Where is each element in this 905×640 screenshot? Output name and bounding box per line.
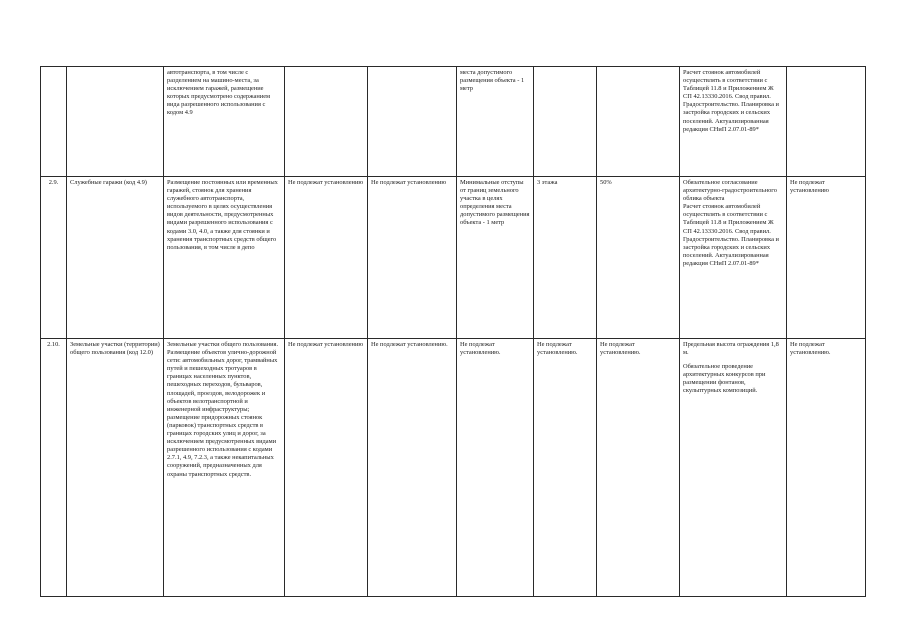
restrictions-cell [787, 67, 866, 177]
notes-cell [680, 67, 787, 177]
note-paragraph: Обязательное согласование архитектурно-градостроительного облика объекта [683, 179, 777, 203]
table-row [41, 339, 866, 597]
restrictions-cell: Не подлежат установлению. [787, 339, 866, 597]
row-number: 2.9. [41, 177, 67, 339]
use-type-name: Служебные гаражи (код 4.9) [67, 177, 164, 339]
min-plot-size-cell: Не подлежат установлению. [368, 339, 457, 597]
note-paragraph: Расчет стоянок автомобилей осуществлять в соответствии с Таблицей 11.8 и Приложением Ж СП 42.13330.2016. Свод правил. Градостроительство. Планировка и застройка городских и сельских поселений. Актуализированная редакция СНиП 2.07.01-89* [683, 69, 779, 133]
note-paragraph: Обязательное проведение архитектурных конкурсов при размещении фонтанов, скульптурных композиций. [683, 363, 766, 395]
max-plot-size-cell [285, 67, 368, 177]
row-number [41, 67, 67, 177]
use-type-description: Земельные участки общего пользования. Размещение объектов улично-дорожной сети: автомобильных дорог, трамвайных путей и пешеходных тротуаров в границах населенных пунктов, пешеходных переходов, бульваров, площадей, проездов, велодорожек и объектов велотранспортной и инженерной инфраструктуры; размещение придорожных стоянок (парковок) транспортных средств в границах городских улиц и дорог, за исключением предусмотренных видами разрешенного использования с кодами 2.7.1, 4.9, 7.2.3, а также некапитальных сооружений, предназначенных для охраны транспортных средств. [164, 339, 285, 597]
coverage-cell: 50% [597, 177, 680, 339]
notes-cell [680, 177, 787, 339]
floors-cell: Не подлежат установлению. [534, 339, 597, 597]
floors-cell [534, 67, 597, 177]
floors-cell: 3 этажа [534, 177, 597, 339]
setback-cell: Минимальные отступы от границ земельного участка в целях определения места допустимого размещения объекта - 1 метр [457, 177, 534, 339]
row-number: 2.10. [41, 339, 67, 597]
restrictions-cell: Не подлежат установлению [787, 177, 866, 339]
zoning-regulations-table [40, 66, 866, 597]
max-plot-size-cell: Не подлежат установлению [285, 177, 368, 339]
coverage-cell [597, 67, 680, 177]
table-row [41, 67, 866, 177]
use-type-description: автотранспорта, в том числе с разделением на машино-места, за исключением гаражей, размещение которых предусмотрено содержанием вида разрешенного использования с кодом 4.9 [164, 67, 285, 177]
table-row [41, 177, 866, 339]
max-plot-size-cell: Не подлежат установлению [285, 339, 368, 597]
notes-cell [680, 339, 787, 597]
coverage-cell: Не подлежат установлению. [597, 339, 680, 597]
use-type-name [67, 67, 164, 177]
use-type-description: Размещение постоянных или временных гаражей, стоянок для хранения служебного автотранспорта, используемого в целях осуществления видов деятельности, предусмотренных видами разрешенного использования с кодами 3.0, 4.0, а также для стоянки и хранения транспортных средств общего пользования, в том числе в депо [164, 177, 285, 339]
setback-cell: места допустимого размещения объекта - 1 метр [457, 67, 534, 177]
min-plot-size-cell [368, 67, 457, 177]
note-paragraph: Предельная высота ограждения 1,8 м. [683, 341, 779, 357]
setback-cell: Не подлежат установлению. [457, 339, 534, 597]
note-paragraph: Расчет стоянок автомобилей осуществлять в соответствии с Таблицей 11.8 и Приложением Ж СП 42.13330.2016. Свод правил. Градостроительство. Планировка и застройка городских и сельских поселений. Актуализированная редакция СНиП 2.07.01-89* [683, 203, 779, 267]
min-plot-size-cell: Не подлежат установлению [368, 177, 457, 339]
use-type-name: Земельные участки (территории) общего пользования (код 12.0) [67, 339, 164, 597]
